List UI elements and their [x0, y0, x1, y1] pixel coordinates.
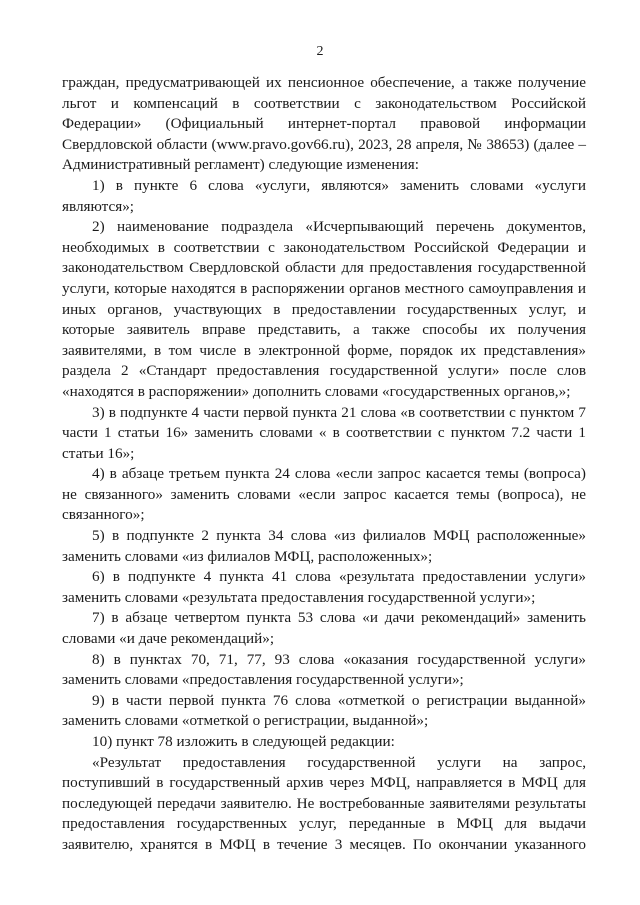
paragraph-item-4: 4) в абзаце третьем пункта 24 слова «если запрос касается темы (вопроса) не связанного» заменить словами «если запрос касается темы (вопроса), не связанного»; [62, 465, 586, 524]
paragraph-item-8: 8) в пунктах 70, 71, 77, 93 слова «оказания государственной услуги» заменить словами «предоставления государственной услуги»; [62, 650, 586, 689]
paragraph-item-3: 3) в подпункте 4 части первой пункта 21 слова «в соответствии с пунктом 7 части 1 статьи 16» заменить словами « в соответствии с пунктом 7.2 части 1 статьи 16»; [62, 403, 586, 462]
paragraph-item-6: 6) в подпункте 4 пункта 41 слова «результата предоставлении услуги» заменить словами «результата предоставления государственной услуги»; [62, 568, 586, 606]
paragraph-item-2: 2) наименование подраздела «Исчерпывающий перечень документов, необходимых в соответствии с законодательством Российской Федерации и законодательством Свердловской области для предоставления государственной услуги, которые находятся в распоряжении органов местного самоуправления и иных органов, участвующих в предоставлении государственных услуг, и которые заявитель вправе представить, а также способы их получения заявителями, в том числе в электронной форме, порядок их представления» раздела 2 «Стандарт предоставления государственной услуги» после слов «находятся в распоряжении» дополнить словами «государственных органов,»; [62, 218, 586, 400]
paragraph-item-7: 7) в абзаце четвертом пункта 53 слова «и дачи рекомендаций» заменить словами «и даче рекомендаций»; [62, 609, 586, 648]
paragraph-item-1: 1) в пункте 6 слова «услуги, являются» заменить словами «услуги являются»; [62, 176, 586, 215]
paragraph-quoted-text: «Результат предоставления государственной услуги на запрос, поступивший в государственный архив через МФЦ, направляется в МФЦ для последующей передачи заявителю. Не востребованные заявителями результаты предоставления государственных услуг, переданные в МФЦ для выдачи заявителю, хранятся в МФЦ в течение 3 месяцев. По окончании указанного [62, 753, 586, 853]
paragraph-item-9: 9) в части первой пункта 76 слова «отметкой о регистрации выданной» заменить словами «отметкой о регистрации, выданной»; [62, 691, 586, 730]
page-number: 2 [316, 44, 324, 59]
paragraph-intro: граждан, предусматривающей их пенсионное обеспечение, а также получение льгот и компенсаций в соответствии с законодательством Российской Федерации» (Официальный интернет-портал правовой информации Свердловской области (www.pravo.gov66.ru), 2023, 28 апреля, № 38653) (далее – Административный регламент) следующие изменения: [62, 74, 586, 174]
paragraph-item-10: 10) пункт 78 изложить в следующей редакции: [92, 733, 395, 750]
paragraph-item-5: 5) в подпункте 2 пункта 34 слова «из филиалов МФЦ расположенные» заменить словами «из филиалов МФЦ, расположенных»; [62, 527, 586, 565]
document-body [62, 73, 586, 856]
